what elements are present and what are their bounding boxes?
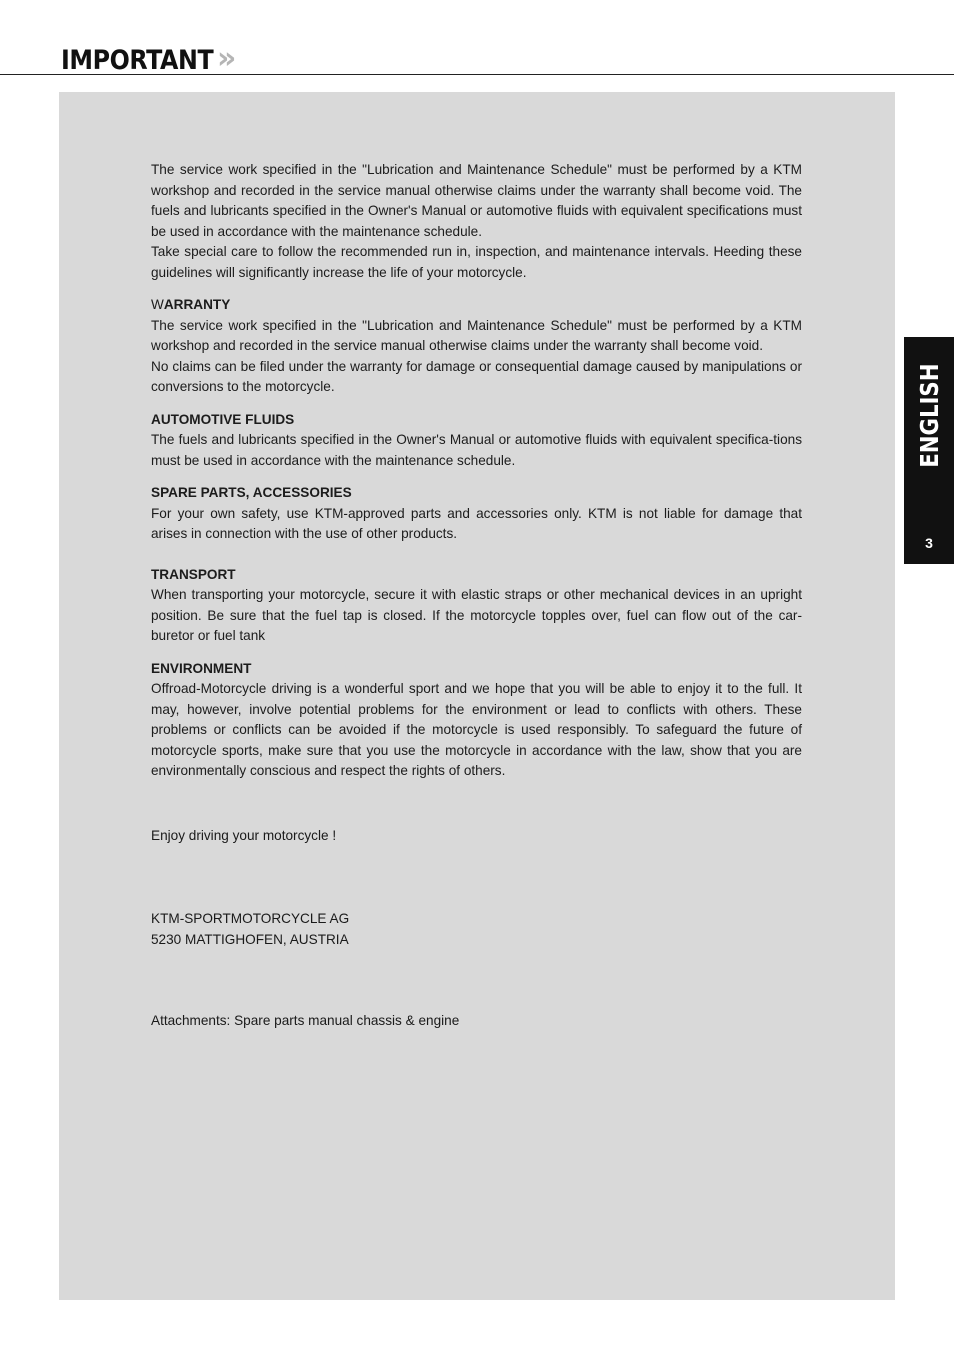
main-content (151, 160, 802, 782)
transport-body: When transporting your motorcycle, secure it with elastic straps or other mechanical devices in an upright position. Be sure that the fuel tap is closed. If the motorcycle topples over, fuel can flow out of the car-buretor or fuel tank (151, 587, 802, 643)
company-block (151, 908, 349, 950)
chevron-right-icon: » (217, 41, 237, 76)
warranty-paragraph-1: The service work specified in the "Lubrication and Maintenance Schedule" must be performed by a KTM workshop and recorded in the service manual otherwise claims under the warranty shall become void. (151, 317, 802, 353)
attachments-line: Attachments: Spare parts manual chassis & engine (151, 1013, 460, 1028)
warranty-paragraph-2: No claims can be filed under the warranty for damage or consequential damage caused by manipulations or conversions to the motorcycle. (151, 358, 802, 394)
automotive-fluids-heading: AUTOMOTIVE FLUIDS (151, 411, 295, 427)
closing-line: Enjoy driving your motorcycle ! (151, 828, 337, 843)
intro-paragraph-2: Take special care to follow the recommended run in, inspection, and maintenance intervals. Heeding these guidelines will significantly increase the life of your motorcycle. (151, 244, 802, 280)
spare-parts-body: For your own safety, use KTM-approved parts and accessories only. KTM is not liable for damage that arises in connection with the use of other products. (151, 505, 802, 541)
company-name: KTM-SPORTMOTORCYCLE AG (151, 911, 350, 926)
company-address: 5230 MATTIGHOFEN, AUSTRIA (151, 932, 349, 947)
page-title: IMPORTANT (61, 45, 214, 76)
transport-heading: TRANSPORT (151, 566, 236, 582)
page-number: 3 (925, 535, 933, 551)
warranty-heading-rest: ARRANTY (163, 297, 231, 312)
language-label-text: ENGLISH (915, 363, 944, 468)
automotive-fluids-body: The fuels and lubricants specified in the Owner's Manual or automotive fluids with equivalent specifica-tions must be used in accordance with the maintenance schedule. (151, 432, 802, 468)
warranty-heading-initial: W (151, 297, 164, 312)
spare-parts-heading: SPARE PARTS, ACCESSORIES (151, 485, 352, 500)
language-label (915, 363, 945, 477)
environment-body: Offroad-Motorcycle driving is a wonderful sport and we hope that you will be able to enjoy it to the full. It may, however, involve potential problems for the environment or lead to conflicts with others. These problems or conflicts can be avoided if the motorcycle is used responsibly. To safeguard the future of motorcycle sports, make sure that you use the motorcycle in accordance with the law, show that you are environmentally conscious and respect the rights of others. (151, 681, 802, 778)
environment-heading: ENVIRONMENT (151, 660, 252, 676)
warranty-heading (151, 295, 802, 316)
intro-paragraph-1: The service work specified in the "Lubrication and Maintenance Schedule" must be performed by a KTM workshop and recorded in the service manual otherwise claims under the warranty shall become void. The fuels and lubricants specified in the Owner's Manual or automotive fluids with equivalent specifications must be used in accordance with the maintenance schedule. (151, 162, 802, 239)
page-header (0, 0, 954, 75)
